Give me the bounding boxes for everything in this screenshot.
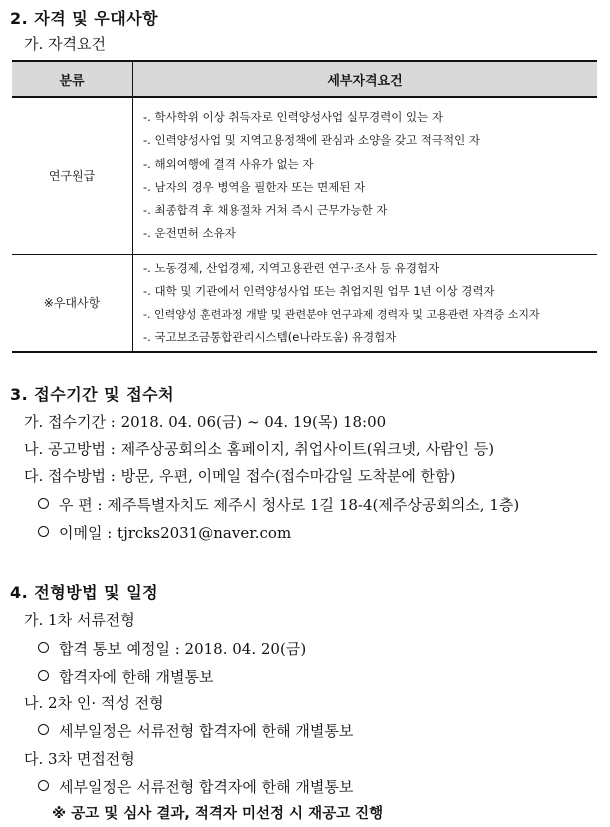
- step-3-title: 다. 3차 면접전형: [24, 750, 135, 768]
- header-detail: 세부자격요건: [133, 61, 598, 97]
- detail-item: -. 노동경제, 산업경제, 지역고용관련 연구·조사 등 유경험자: [143, 260, 440, 275]
- detail-item: -. 최종합격 후 채용절차 거쳐 즉시 근무가능한 자: [143, 203, 388, 218]
- table-header-row: [12, 61, 597, 97]
- mail-address-line: [38, 494, 519, 515]
- detail-item: -. 대학 및 기관에서 인력양성사업 또는 취업지원 업무 1년 이상 경력자: [143, 283, 495, 298]
- row-details: [133, 97, 598, 254]
- circle-bullet-icon: [38, 780, 49, 791]
- step-1-title: 가. 1차 서류전형: [24, 611, 135, 629]
- row-category: 연구원급: [12, 97, 133, 254]
- detail-item: -. 인력양성사업 및 지역고용정책에 관심과 소양을 갖고 적극적인 자: [143, 133, 480, 148]
- step-2-title: 나. 2차 인· 적성 전형: [24, 694, 164, 712]
- step-1-item: [38, 666, 213, 687]
- circle-bullet-icon: [38, 526, 49, 537]
- step-2-item: [38, 720, 353, 741]
- email-line: [38, 522, 291, 543]
- section-3-line-c: 다. 접수방법 : 방문, 우편, 이메일 접수(접수마감일 도착분에 한함): [24, 467, 456, 485]
- email-text: 이메일 : tjrcks2031@naver.com: [59, 524, 292, 542]
- row-category: ※우대사항: [12, 254, 133, 352]
- table-row: [12, 254, 597, 352]
- step-3-item-text: 세부일정은 서류전형 합격자에 한해 개별통보: [59, 778, 354, 796]
- section-4-title: 4. 전형방법 및 일정: [10, 583, 159, 602]
- table-row: [12, 97, 597, 254]
- section-2-sub-a: 가. 자격요건: [24, 35, 106, 53]
- detail-item: -. 해외여행에 결격 사유가 없는 자: [143, 156, 314, 171]
- circle-bullet-icon: [38, 642, 49, 653]
- step-1-item: [38, 638, 306, 659]
- step-2-item-text: 세부일정은 서류전형 합격자에 한해 개별통보: [59, 722, 354, 740]
- step-3-item: [38, 776, 353, 797]
- step-1-item-text: 합격자에 한해 개별통보: [59, 668, 214, 686]
- section-3-line-a: 가. 접수기간 : 2018. 04. 06(금) ~ 04. 19(목) 18:00: [24, 413, 387, 431]
- circle-bullet-icon: [38, 724, 49, 735]
- circle-bullet-icon: [38, 670, 49, 681]
- section-3-title: 3. 접수기간 및 접수처: [10, 385, 175, 404]
- step-1-item-text: 합격 통보 예정일 : 2018. 04. 20(금): [59, 640, 307, 658]
- qualification-table: [12, 60, 597, 353]
- reannouncement-note: ※ 공고 및 심사 결과, 적격자 미선정 시 재공고 진행: [52, 806, 384, 822]
- mail-address-text: 우 편 : 제주특별자치도 제주시 청사로 1길 18-4(제주상공회의소, 1층): [59, 496, 520, 514]
- header-category: 분류: [12, 61, 133, 97]
- circle-bullet-icon: [38, 498, 49, 509]
- detail-item: -. 인력양성 훈련과정 개발 및 관련분야 연구과제 경력자 및 고용관련 자격증 소지자: [143, 307, 540, 321]
- section-2-title: 2. 자격 및 우대사항: [10, 9, 159, 28]
- section-3-line-b: 나. 공고방법 : 제주상공회의소 홈페이지, 취업사이트(워크넷, 사람인 등): [24, 440, 495, 458]
- detail-item: -. 남자의 경우 병역을 필한자 또는 면제된 자: [143, 179, 366, 194]
- row-details: [133, 254, 598, 352]
- detail-item: -. 국고보조금통합관리시스템(e나라도움) 유경험자: [143, 329, 397, 344]
- detail-item: -. 운전면허 소유자: [143, 226, 236, 241]
- detail-item: -. 학사학위 이상 취득자로 인력양성사업 실무경력이 있는 자: [143, 110, 444, 124]
